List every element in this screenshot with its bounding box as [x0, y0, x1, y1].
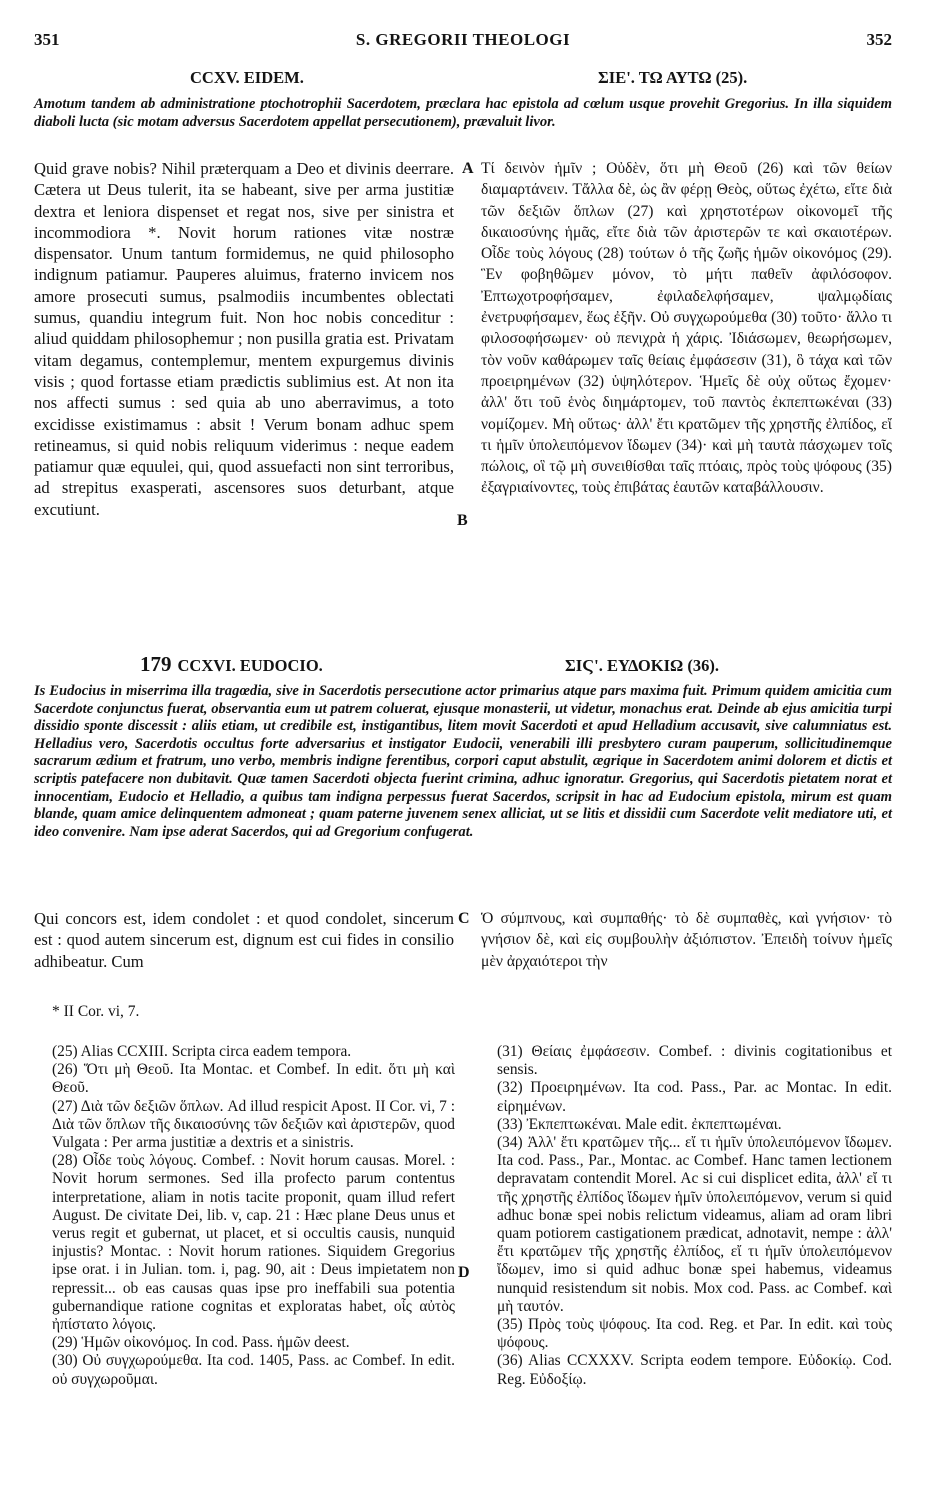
footnote: (27) Διὰ τῶν δεξιῶν ὅπλων. Ad illud respicit Apost. II Cor. vi, 7 : Διὰ τῶν ὅπλων τῆς δικαιοσύνης τῶν δεξιῶν καὶ ἀριστερῶν, quod Vulgata : Per arma justitiæ a dextris et a sinistris. — [52, 1097, 455, 1152]
letter-216-greek-text: Ὁ σύμπνους, καὶ συμπαθής· τὸ δὲ συμπαθὲς, καὶ γνήσιον· τὸ γνήσιον δὲ, καὶ εἰς συμβουλὴν ἀξιόπιστον. Ἐπειδὴ τοίνυν ἡμεῖς μὲν ἀρχαιότεροι τὴν — [481, 910, 892, 970]
footnote: (33) Ἐκπεπτωκέναι. Male edit. ἐκπεπτωμέναι. — [497, 1115, 782, 1133]
footnote: (29) Ἡμῶν οἰκονόμος. In cod. Pass. ἡμῶν deest. — [52, 1334, 350, 1352]
letter-216-intro: Is Eudocius in miserrima illa tragœdia, sive in Sacerdotis persecutione actor primarius atque pars maxima fuit. Primum quidem amicitia cum Sacerdote conjunctus fuerat, observantia eum ut patrem coluerat, ejusque monasterii, ut videtur, monachus erat. Deinde ab ejus amicitia turpi dissidio sponte discessit : aliis etiam, ut credibile est, instigantibus, litem movit Sacerdoti et apud Helladium accusavit, sive calumniatus est. Helladius vero, Sacerdotis occultus forte adversarius et instigator Eudocii, venerabili illi presbytero curam pauperum, sollicitudinemque sacrarum ædium et fratrum, uno verbo, membris indigne ferentibus, corpori caput abstulit, ægrique in Sacerdotem animi dolorem et dictis et scriptis patefacere non dubitavit. Quæ tamen Sacerdoti objecta fuerint crimina, adhuc ignoratur. Gregorius, qui Sacerdotis pietatem norat et innocentiam, Eudocio et Helladio, a quibus tam indigna perpessus fuerat Sacerdos, scripsit in hac ad Eudocium epistola, mirum est quam blande, quam amice delinquentem admoneat ; quam paterne juvenem senex alliciat, ut se litis et dissidii cum Sacerdote velit mediatore uti, et ideo convenire. Nam ipse aderat Sacerdos, qui ad Gregorium confugerat. — [34, 683, 892, 840]
margin-letter-c: C — [458, 910, 470, 927]
running-title: S. GREGORII THEOLOGI — [355, 30, 571, 49]
footnotes-left — [52, 1043, 455, 1389]
letter-216-latin-title: CCXVI. EUDOCIO. — [177, 656, 323, 675]
footnote: (31) Θείαις ἐμφάσεσιν. Combef. : divinis cogitationibus et sensis. — [497, 1043, 892, 1079]
footnote: (34) Ἀλλ' ἔτι κρατῶμεν τῆς... εἴ τι ἡμῖν ὑπολειπόμενον ἴδωμεν. Ita cod. Pass., Par., Montac. ac Combef. Hanc tamen lectionem depravatam contendit Morel. Ac si cui displicet edita, ἀλλ' εἴ τι τῆς χρηστῆς ἐλπίδος ἴδωμεν ἡμῖν ὑπολειπόμενον, verum si quid adhuc bonæ spei nobis relictum videamus, aliam ad oram libri quam potiorem castigationem prædicat, adnotavit, nempe : ἀλλ' ἔτι κρατῶμεν τῆς χρηστῆς ἐλπίδος, εἴ τι ἡμῖν ὑπολειπόμενον ἴδωμεν, imo si quid adhuc bonæ spei habemus, videamus nunquid resistendum sit nobis. Mox cod. Pass. ac Combef. καὶ μὴ ταυτόν. — [497, 1134, 892, 1315]
footnote: (30) Οὐ συγχωρούμεθα. Ita cod. 1405, Pass. ac Combef. In edit. οὐ συγχωροῦμαι. — [52, 1352, 455, 1388]
margin-letter-d: D — [458, 1264, 470, 1281]
margin-letter-b: B — [457, 512, 468, 529]
letter-216-latin-text: Qui concors est, idem condolet : et quod condolet, sincerum est : quod autem sincerum est, dignum est cui fides in consilio adhibeatur. Cum — [34, 909, 454, 971]
letter-216-greek-heading: ΣΙϚ'. ΕΥΔΟΚΙΩ (36). — [565, 656, 719, 675]
right-page-number: 352 — [866, 30, 892, 49]
footnote: (25) Alias CCXIII. Scripta circa eadem tempora. — [52, 1043, 352, 1060]
letter-215-latin-heading: CCXV. EIDEM. — [190, 68, 304, 87]
letter-215-greek-heading: ΣΙΕ'. ΤΩ ΑΥΤΩ (25). — [598, 68, 748, 87]
running-header — [34, 30, 892, 52]
margin-letter-a: A — [462, 160, 474, 177]
left-page-number: 351 — [34, 30, 60, 49]
letter-215-intro: Amotum tandem ab administratione ptochotrophii Sacerdotem, præclara hac epistola ad cœlum usque provehit Gregorius. In illa siquidem diaboli lucta (sic motam adversus Sacerdotem appellat persecutionem), prævaluit livor. — [34, 96, 892, 130]
footnote: (28) Οἶδε τοὺς λόγους. Combef. : Novit horum causas. Morel. : Novit horum sermones. Sed illa profecto parum contentus interpretatione, aliam in notis tacite proponit, quam illud refert August. De civitate Dei, lib. v, cap. 21 : Hæc plane Deus unus et verus regit et gubernat, ut placet, et si occultis causis, nunquid injustis? Montac. : Novit horum rationes. Siquidem Gregorius ipse orat. i in Julian. tom. i, pag. 90, ait : Deus impietatem non repressit... ob eas causas quas ipse pro ineffabili sua potentia gubernandique ratione cognitas et exploratas habet, οἷς αὐτὸς ἠπίστατο λόγοις. — [52, 1152, 455, 1334]
letter-215-latin-text: Quid grave nobis? Nihil præterquam a Deo et divinis deerrare. Cætera ut Deus tulerit, ita se habeant, sive per arma justitiæ dextra et leniora dispenset et regat nos, sive per sinistra et incommodiora *. Novit horum rationes vitæ nostræ dispensator. Unum tantum formidemus, ne quid philosopho indignum patiamur. Pauperes aluimus, fraterno invicem nos amore prosecuti sumus, psalmodiis incumbentes oblectati sumus, quandiu integrum fuit. Non hoc nobis conceditur : aliud quiddam philosophemur ; non pusilla gratia est. Privatam vitam degamus, contemplemur, mentem expurgemus divinis visis ; quod fortasse etiam prædictis sublimius est. At non ita nos affecti sumus : sed quia ab uno aberravimus, a toto excidisse existimamus : absit ! Verum bonam adhuc spem retineamus, si quid nobis reliquum viderimus : neque eadem patiamur quæ equulei, qui, quod assuefacti non sint terroribus, ad strepitus exasperati, ascensores suos deturbant, atque excutiunt. — [34, 159, 454, 519]
footnote: (36) Alias CCXXXV. Scripta eodem tempore. Εὐδοκίῳ. Cod. Reg. Εὐδοξίῳ. — [497, 1352, 892, 1388]
footnotes-right — [497, 1043, 892, 1389]
scripture-note: * II Cor. vi, 7. — [52, 1003, 140, 1020]
letter-216-latin-heading — [140, 652, 323, 677]
letter-215-greek-text: Τί δεινὸν ἡμῖν ; Οὐδὲν, ὅτι μὴ Θεοῦ (26) καὶ τῶν θείων διαμαρτάνειν. Τἄλλα δὲ, ὡς ἂν φέρῃ Θεὸς, οὕτως ἐχέτω, εἴτε διὰ τῶν δεξιῶν ὅπλων (27) καὶ χρηστοτέρων οἰκονομεῖ τῆς δικαιοσύνης ἡμᾶς, εἴτε διὰ τῶν ἀριστερῶν τε καὶ σκαιοτέρων. Οἶδε τοὺς λόγους (28) τούτων ὁ τῆς ζωῆς ἡμῶν οἰκονόμος (29). Ἓν φοβηθῶμεν μόνον, τὸ μήτι παθεῖν ἀφιλόσοφον. Ἐπτωχοτροφήσαμεν, ἐφιλαδελφήσαμεν, ψαλμῳδίαις ἐνετρυφήσαμεν, ἕως ἐξῆν. Οὐ συγχωρούμεθα (30) τοῦτο· ἄλλο τι φιλοσοφήσωμεν· οὐ πενιχρὰ ἡ χάρις. Ἰδιάσωμεν, θεωρήσωμεν, τὸν νοῦν καθάρωμεν ταῖς θείαις ἐμφάσεσιν (31), ὃ τάχα καὶ τῶν προειρημένων (32) ὑψηλότερον. Ἡμεῖς δὲ οὐχ οὕτως ἔχομεν· ἀλλ' ὅτι τοῦ ἑνὸς διημάρτομεν, τοῦ παντὸς ἐκπεπτωκέναι (33) νομίζομεν. Μὴ οὕτως· ἀλλ' ἔτι κρατῶμεν τῆς χρηστῆς ἐλπίδος, εἴ τι ἡμῖν ὑπολειπόμενον ἴδωμεν (34)· καὶ μὴ ταυτὰ πάσχωμεν τοῖς πώλοις, οἳ τῷ μὴ συνειθίσθαι ταῖς πτόαις, πρὸς τοὺς ψόφους (35) ἐξαγριαίνοντες, τοὺς ἐπιβάτας ἑαυτῶν καταβάλλουσιν. — [481, 160, 892, 497]
footnote: (26) Ὅτι μὴ Θεοῦ. Ita Montac. et Combef. In edit. ὅτι μὴ καὶ Θεοῦ. — [52, 1061, 455, 1097]
footnote: (32) Προειρημένων. Ita cod. Pass., Par. ac Montac. In edit. εἰρημένων. — [497, 1079, 892, 1115]
footnote: (35) Πρὸς τοὺς ψόφους. Ita cod. Reg. et Par. In edit. καὶ τοὺς ψόφους. — [497, 1316, 892, 1352]
column-number: 179 — [140, 652, 172, 676]
